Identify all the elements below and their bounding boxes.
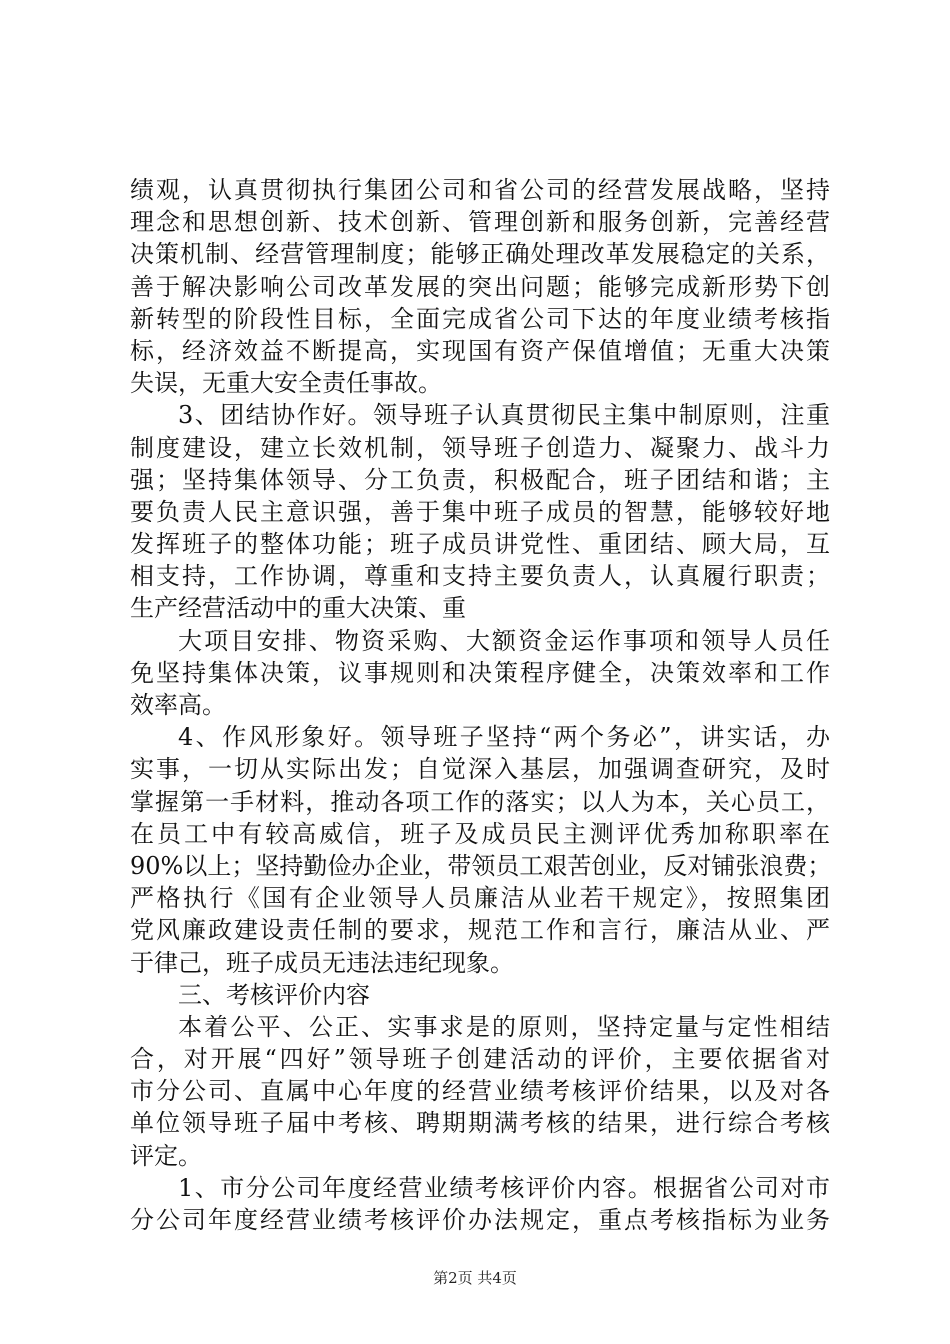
section-heading: 三、考核评价内容: [178, 980, 370, 1009]
text-line: 决策机制、经营管理制度；能够正确处理改革发展稳定的关系，: [130, 240, 830, 269]
text-line: 实事，一切从实际出发；自觉深入基层，加强调查研究，及时: [130, 755, 830, 784]
paragraph-first-line: 本着公平、公正、实事求是的原则，坚持定量与定性相结: [178, 1012, 830, 1041]
text-line: 免坚持集体决策，议事规则和决策程序健全，决策效率和工作: [130, 658, 830, 687]
text-line: 评定。: [130, 1141, 202, 1170]
paragraph-first-line: 1、市分公司年度经营业绩考核评价内容。根据省公司对市: [178, 1173, 830, 1202]
text-line: 生产经营活动中的重大决策、重: [130, 594, 466, 623]
text-line: 善于解决影响公司改革发展的突出问题；能够完成新形势下创: [130, 272, 830, 301]
text-line: 强；坚持集体领导、分工负责，积极配合，班子团结和谐；主: [130, 465, 830, 494]
text-line: 发挥班子的整体功能；班子成员讲党性、重团结、顾大局，互: [130, 530, 830, 559]
text-line: 分公司年度经营业绩考核评价办法规定，重点考核指标为业务: [130, 1206, 830, 1234]
text-line: 党风廉政建设责任制的要求，规范工作和言行，廉洁从业、严: [130, 916, 830, 945]
text-line: 新转型的阶段性目标，全面完成省公司下达的年度业绩考核指: [130, 304, 830, 333]
text-line: 市分公司、直属中心年度的经营业绩考核评价结果，以及对各: [130, 1077, 830, 1106]
text-line: 效率高。: [130, 691, 226, 719]
text-line: 绩观，认真贯彻执行集团公司和省公司的经营发展战略，坚持: [130, 176, 830, 204]
text-line: 制度建设，建立长效机制，领导班子创造力、凝聚力、战斗力: [130, 433, 830, 462]
paragraph-first-line: 大项目安排、物资采购、大额资金运作事项和领导人员任: [178, 626, 830, 655]
text-line: 掌握第一手材料，推动各项工作的落实；以人为本，关心员工，: [130, 787, 830, 816]
text-line: 90%以上；坚持勤俭办企业，带领员工艰苦创业，反对铺张浪费；: [130, 851, 832, 880]
text-line: 单位领导班子届中考核、聘期期满考核的结果，进行综合考核: [130, 1109, 830, 1138]
text-line: 要负责人民主意识强，善于集中班子成员的智慧，能够较好地: [130, 497, 830, 526]
text-line: 失误，无重大安全责任事故。: [130, 369, 442, 398]
text-line: 标，经济效益不断提高，实现国有资产保值增值；无重大决策: [130, 336, 830, 365]
paragraph-first-line: 3、团结协作好。领导班子认真贯彻民主集中制原则，注重: [178, 401, 830, 430]
text-line: 严格执行《国有企业领导人员廉洁从业若干规定》，按照集团: [130, 884, 830, 913]
text-line: 合，对开展“四好”领导班子创建活动的评价，主要依据省对: [130, 1045, 830, 1074]
text-line: 理念和思想创新、技术创新、管理创新和服务创新，完善经营: [130, 208, 830, 237]
text-line: 于律己，班子成员无违法违纪现象。: [130, 948, 514, 977]
document-body: [130, 174, 830, 1236]
paragraph-first-line: 4、作风形象好。领导班子坚持“两个务必”，讲实话，办: [178, 723, 830, 752]
page-number: 第2页 共4页: [433, 1269, 517, 1287]
text-line: 在员工中有较高威信，班子及成员民主测评优秀加称职率在: [130, 819, 830, 848]
text-line: 相支持，工作协调，尊重和支持主要负责人，认真履行职责；: [130, 562, 830, 591]
